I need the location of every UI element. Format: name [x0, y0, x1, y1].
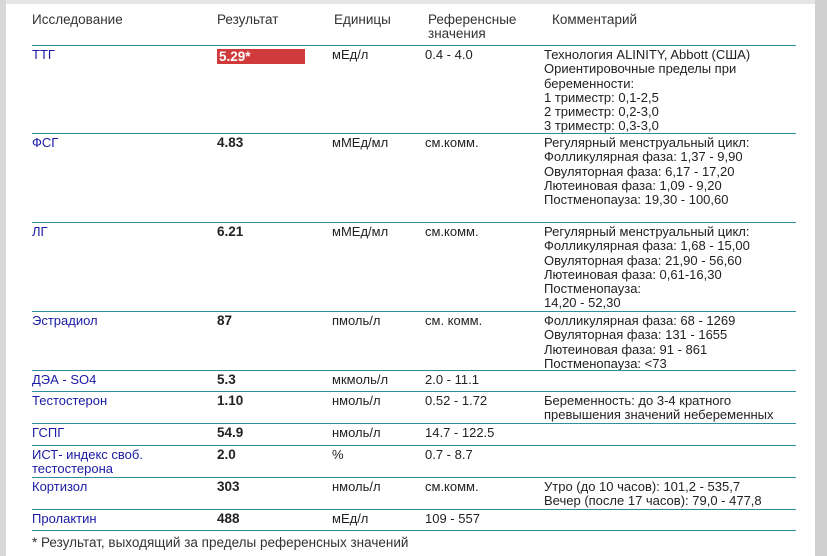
- test-name: Пролактин: [32, 511, 97, 526]
- units: мМЕд/мл: [332, 224, 389, 239]
- units: мЕд/л: [332, 511, 369, 526]
- comment: Регулярный менструальный цикл: Фолликулярная фаза: 1,37 - 9,90 Овуляторная фаза: 6,17 - 17,20 Лютеиновая фаза: 1,09 - 9,20 Постменопауза: 19,30 - 100,60: [544, 135, 750, 208]
- page-right-edge: [815, 0, 827, 556]
- reference-range: 2.0 - 11.1: [425, 372, 479, 387]
- table-row: [32, 45, 796, 133]
- reference-range: см.комм.: [425, 135, 479, 150]
- table-row: [32, 509, 796, 531]
- reference-range: 14.7 - 122.5: [425, 425, 495, 440]
- comment: Фолликулярная фаза: 68 - 1269 Овуляторная фаза: 131 - 1655 Лютеиновая фаза: 91 - 861 Постменопауза: <73: [544, 313, 736, 371]
- comment: Беременность: до 3-4 кратного превышения значений небеременных: [544, 393, 774, 423]
- test-name: ФСГ: [32, 135, 59, 150]
- test-name: ЛГ: [32, 224, 48, 239]
- table-row: [32, 477, 796, 509]
- reference-range: 0.52 - 1.72: [425, 393, 488, 408]
- comment: Регулярный менструальный цикл: Фолликулярная фаза: 1,68 - 15,00 Овуляторная фаза: 21,90 - 56,60 Лютеиновая фаза: 0,61-16,30 Постменопауза: 14,20 - 52,30: [544, 224, 750, 311]
- test-name: ИСТ- индекс своб. тестостерона: [32, 447, 143, 477]
- test-name: ТТГ: [32, 47, 55, 62]
- results-table: [32, 0, 796, 531]
- result-value: 87: [217, 313, 233, 328]
- units: мМЕд/мл: [332, 135, 389, 150]
- comment: Утро (до 10 часов): 101,2 - 535,7 Вечер (после 17 часов): 79,0 - 477,8: [544, 479, 762, 509]
- test-name: Кортизол: [32, 479, 88, 494]
- result-value: 4.83: [217, 135, 244, 150]
- test-name: Тестостерон: [32, 393, 108, 408]
- reference-range: 109 - 557: [425, 511, 480, 526]
- table-row: [32, 222, 796, 311]
- reference-range: 0.7 - 8.7: [425, 447, 473, 462]
- units: нмоль/л: [332, 393, 381, 408]
- result-value: 6.21: [217, 224, 244, 239]
- page-left-edge: [0, 0, 6, 556]
- result-value: 1.10: [217, 393, 244, 408]
- reference-range: см.комм.: [425, 479, 479, 494]
- result-value-flagged: 5.29*: [217, 49, 305, 64]
- header-comment: Комментарий: [552, 12, 638, 27]
- reference-range: см.комм.: [425, 224, 479, 239]
- units: %: [332, 447, 344, 462]
- units: пмоль/л: [332, 313, 381, 328]
- units: мЕд/л: [332, 47, 369, 62]
- result-value: 303: [217, 479, 240, 494]
- reference-range: см. комм.: [425, 313, 483, 328]
- table-row: [32, 423, 796, 445]
- test-name: ДЭА - SO4: [32, 372, 97, 387]
- result-value: 5.3: [217, 372, 236, 387]
- comment: Технология ALINITY, Abbott (США) Ориентировочные пределы при беременности: 1 триместр: 0,1-2,5 2 триместр: 0,2-3,0 3 триместр: 0,3-3,0: [544, 47, 751, 134]
- test-name: Эстрадиол: [32, 313, 98, 328]
- units: нмоль/л: [332, 425, 381, 440]
- footnote: * Результат, выходящий за пределы референсных значений: [32, 535, 409, 550]
- result-value: 488: [217, 511, 240, 526]
- units: нмоль/л: [332, 479, 381, 494]
- table-row: [32, 391, 796, 423]
- table-row: [32, 133, 796, 222]
- result-value: 2.0: [217, 447, 236, 462]
- test-name: ГСПГ: [32, 425, 65, 440]
- table-row: [32, 370, 796, 391]
- units: мкмоль/л: [332, 372, 389, 387]
- reference-range: 0.4 - 4.0: [425, 47, 473, 62]
- table-row: [32, 445, 796, 477]
- header-result: Результат: [217, 12, 279, 27]
- header-units: Единицы: [334, 12, 391, 27]
- header-test: Исследование: [32, 12, 123, 27]
- header-reference: Референсные значения: [428, 12, 517, 41]
- result-value: 54.9: [217, 425, 244, 440]
- table-header: [32, 0, 796, 45]
- table-row: [32, 311, 796, 370]
